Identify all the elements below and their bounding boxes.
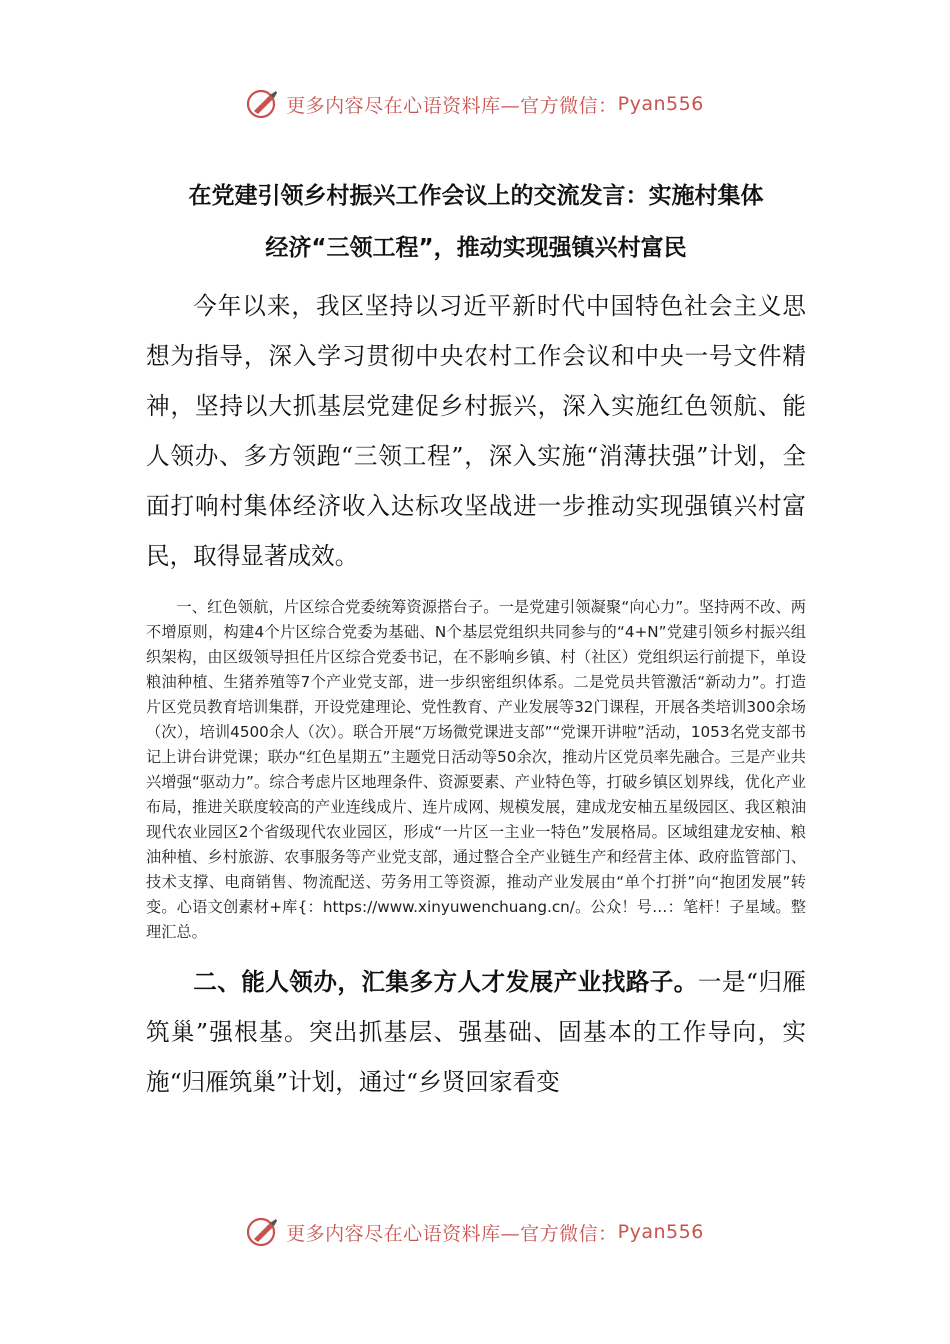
watermark-banner-top	[0, 84, 950, 124]
section-1-paragraph: 一、红色领航，片区综合党委统筹资源搭台子。一是党建引领凝聚“向心力”。坚持两不改、两不增原则，构建4个片区综合党委为基础、N个基层党组织共同参与的“4+N”党建引领乡村振兴组织架构，由区级领导担任片区综合党委书记，在不影响乡镇、村（社区）党组织运行前提下，单设粮油种植、生猪养殖等7个产业党支部，进一步织密组织体系。二是党员共管激活“新动力”。打造片区党员教育培训集群，开设党建理论、党性教育、产业发展等32门课程，开展各类培训300余场（次），培训4500余人（次）。联合开展“万场微党课进支部”“党课开讲啦”活动，1053名党支部书记上讲台讲党课；联办“红色星期五”主题党日活动等50余次，推动片区党员率先融合。三是产业共兴增强“驱动力”。综合考虑片区地理条件、资源要素、产业特色等，打破乡镇区划界线，优化产业布局，推进关联度较高的产业连线成片、连片成网、规模发展，建成龙安柚五星级园区、我区粮油现代农业园区2个省级现代农业园区，形成“一片区一主业一特色”发展格局。区域组建龙安柚、粮油种植、乡村旅游、农事服务等产业党支部，通过整合全产业链生产和经营主体、政府监管部门、技术支撑、电商销售、物流配送、劳务用工等资源，推动产业发展由“单个打拼”向“抱团发展”转变。心语文创素材+库{：https://www.xinyuwenchuang.cn/。公众！号…：笔杆！子星域。整理汇总。	[146, 598, 806, 941]
document-title-line-2: 经济“三领工程”，推动实现强镇兴村富民	[265, 235, 687, 261]
section-2-text: 一是“归雁筑巢”强根基。突出抓基层、强基础、固基本的工作导向，实施“归雁筑巢”计划，通过“乡贤回家看变	[146, 968, 807, 1096]
watermark-wechat-id: Pyan556	[617, 1221, 704, 1243]
watermark-banner-bottom	[0, 1212, 950, 1252]
watermark-text: 更多内容尽在心语资料库—官方微信：	[286, 1222, 618, 1245]
pen-logo-icon	[246, 1215, 280, 1249]
document-body	[146, 170, 806, 1107]
watermark-wechat-id: Pyan556	[617, 93, 704, 115]
watermark-text: 更多内容尽在心语资料库—官方微信：	[286, 94, 618, 117]
document-title-line-1: 在党建引领乡村振兴工作会议上的交流发言：实施村集体	[188, 183, 764, 209]
section-2-paragraph	[146, 957, 806, 1107]
pen-logo-icon	[246, 87, 280, 121]
section-2-heading: 二、能人领办，汇集多方人才发展产业找路子。	[193, 968, 698, 996]
intro-paragraph: 今年以来，我区坚持以习近平新时代中国特色社会主义思想为指导，深入学习贯彻中央农村工作会议和中央一号文件精神，坚持以大抓基层党建促乡村振兴，深入实施红色领航、能人领办、多方领跑“三领工程”，深入实施“消薄扶强”计划，全面打响村集体经济收入达标攻坚战进一步推动实现强镇兴村富民，取得显著成效。	[146, 292, 806, 570]
